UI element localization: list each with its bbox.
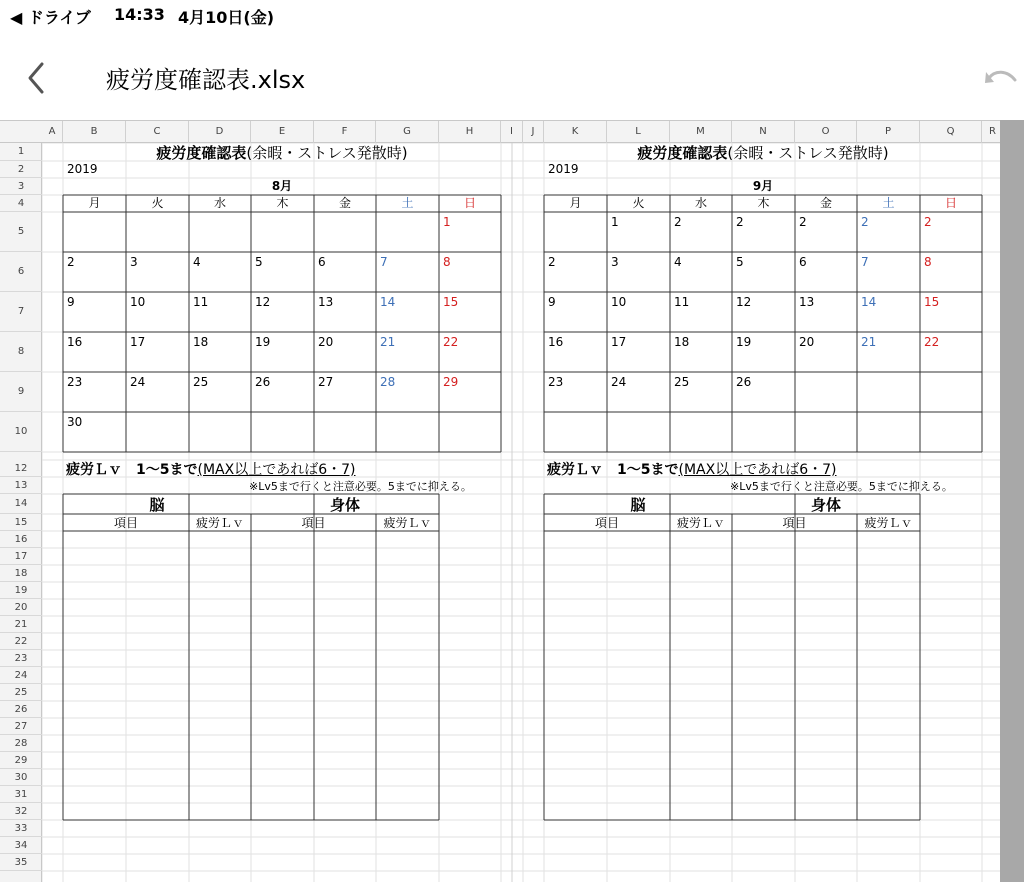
column-header-g[interactable]: G xyxy=(376,121,439,143)
fatigue-level-heading: 疲労Ｌｖ 1〜5まで(MAX以上であれば6・7) xyxy=(547,462,837,478)
calendar-day-cell: 17 xyxy=(611,335,627,349)
month-label: 8月 xyxy=(271,179,293,193)
column-header-bar xyxy=(0,120,1000,143)
weekday-header: 水 xyxy=(213,196,226,210)
column-header-b[interactable]: B xyxy=(63,121,126,143)
weekday-header: 金 xyxy=(819,196,832,210)
calendar-day-cell: 21 xyxy=(861,335,877,349)
row-header-27[interactable]: 27 xyxy=(0,718,42,735)
calendar-day-cell: 13 xyxy=(318,295,334,309)
weekday-header: 日 xyxy=(944,196,957,210)
row-header-34[interactable]: 34 xyxy=(0,837,42,854)
calendar-day-cell: 4 xyxy=(193,255,201,269)
calendar-day-cell: 24 xyxy=(611,375,627,389)
calendar-day-cell: 15 xyxy=(443,295,459,309)
row-header-17[interactable]: 17 xyxy=(0,548,42,565)
brain-header: 脳 xyxy=(630,496,646,514)
calendar-day-cell: 5 xyxy=(736,255,744,269)
calendar-day-cell: 10 xyxy=(130,295,146,309)
row-header-24[interactable]: 24 xyxy=(0,667,42,684)
column-header-k[interactable]: K xyxy=(544,121,607,143)
calendar-day-cell: 20 xyxy=(318,335,334,349)
row-header-28[interactable]: 28 xyxy=(0,735,42,752)
item-column-header: 項目 xyxy=(782,516,807,530)
calendar-day-cell: 24 xyxy=(130,375,146,389)
weekday-header: 火 xyxy=(632,196,645,210)
weekday-header: 土 xyxy=(401,196,414,210)
row-header-9[interactable]: 9 xyxy=(0,372,42,412)
calendar-day-cell: 2 xyxy=(67,255,75,269)
spreadsheet-view[interactable] xyxy=(0,120,1024,882)
calendar-day-cell: 7 xyxy=(380,255,388,269)
status-time: 14:33 xyxy=(114,5,165,24)
row-header-7[interactable]: 7 xyxy=(0,292,42,332)
weekday-header: 月 xyxy=(88,196,101,210)
sheet-title-subtitle: (余暇・ストレス発散時) xyxy=(727,144,889,162)
calendar-day-cell: 2 xyxy=(548,255,556,269)
calendar-day-cell: 25 xyxy=(674,375,690,389)
column-header-d[interactable]: D xyxy=(189,121,251,143)
vertical-scrollbar[interactable] xyxy=(1000,120,1024,882)
calendar-day-cell: 2 xyxy=(799,215,807,229)
calendar-day-cell: 9 xyxy=(548,295,556,309)
fatigue-lv-column-header: 疲労Ｌｖ xyxy=(383,516,432,530)
calendar-day-cell: 20 xyxy=(799,335,815,349)
calendar-day-cell: 11 xyxy=(674,295,690,309)
calendar-day-cell: 2 xyxy=(674,215,682,229)
calendar-day-cell: 3 xyxy=(130,255,138,269)
row-header-16[interactable]: 16 xyxy=(0,531,42,548)
column-header-n[interactable]: N xyxy=(732,121,795,143)
calendar-day-cell: 5 xyxy=(255,255,263,269)
undo-icon xyxy=(983,64,1019,94)
row-header-26[interactable]: 26 xyxy=(0,701,42,718)
calendar-day-cell: 8 xyxy=(443,255,451,269)
calendar-day-cell: 12 xyxy=(736,295,752,309)
row-header-4[interactable]: 4 xyxy=(0,195,42,212)
year-cell: 2019 xyxy=(548,162,579,176)
calendar-day-cell: 1 xyxy=(611,215,619,229)
column-header-a[interactable]: A xyxy=(42,121,63,143)
body-header: 身体 xyxy=(329,496,360,514)
calendar-day-cell: 18 xyxy=(193,335,209,349)
column-header-e[interactable]: E xyxy=(251,121,314,143)
row-header-2[interactable]: 2 xyxy=(0,161,42,178)
calendar-day-cell: 14 xyxy=(380,295,396,309)
row-header-21[interactable]: 21 xyxy=(0,616,42,633)
row-header-18[interactable]: 18 xyxy=(0,565,42,582)
calendar-day-cell: 19 xyxy=(255,335,271,349)
calendar-day-cell: 22 xyxy=(924,335,940,349)
calendar-day-cell: 26 xyxy=(255,375,271,389)
item-column-header: 項目 xyxy=(594,516,619,530)
undo-button[interactable] xyxy=(983,64,1019,94)
row-header-33[interactable]: 33 xyxy=(0,820,42,837)
calendar-day-cell: 2 xyxy=(924,215,932,229)
sheet-title: 疲労度確認表(余暇・ストレス発散時) xyxy=(156,144,408,162)
row-header-31[interactable]: 31 xyxy=(0,786,42,803)
row-header-8[interactable]: 8 xyxy=(0,332,42,372)
fatigue-lv-column-header: 疲労Ｌｖ xyxy=(195,516,244,530)
calendar-day-cell: 21 xyxy=(380,335,396,349)
calendar-day-cell: 28 xyxy=(380,375,396,389)
row-header-6[interactable]: 6 xyxy=(0,252,42,292)
calendar-day-cell: 8 xyxy=(924,255,932,269)
fatigue-lv-column-header: 疲労Ｌｖ xyxy=(676,516,725,530)
row-header-29[interactable]: 29 xyxy=(0,752,42,769)
back-to-app-link[interactable]: ◀ ドライブ xyxy=(10,8,91,27)
calendar-day-cell: 19 xyxy=(736,335,752,349)
calendar-day-cell: 12 xyxy=(255,295,271,309)
fatigue-lv-column-header: 疲労Ｌｖ xyxy=(864,516,913,530)
calendar-day-cell: 6 xyxy=(799,255,807,269)
status-bar xyxy=(0,0,1024,32)
sheet-title-subtitle: (余暇・ストレス発散時) xyxy=(246,144,408,162)
calendar-day-cell: 22 xyxy=(443,335,459,349)
calendar-day-cell: 15 xyxy=(924,295,940,309)
column-header-l[interactable]: L xyxy=(607,121,670,143)
column-header-r[interactable]: R xyxy=(982,121,1004,143)
sheet-grid[interactable] xyxy=(42,143,1000,882)
calendar-day-cell: 2 xyxy=(861,215,869,229)
fatigue-max-note: (MAX以上であれば6・7) xyxy=(197,462,356,478)
calendar-day-cell: 29 xyxy=(443,375,459,389)
sheet-title: 疲労度確認表(余暇・ストレス発散時) xyxy=(637,144,889,162)
month-label: 9月 xyxy=(752,179,774,193)
weekday-header: 土 xyxy=(882,196,895,210)
row-header-22[interactable]: 22 xyxy=(0,633,42,650)
body-header: 身体 xyxy=(810,496,841,514)
column-header-o[interactable]: O xyxy=(795,121,857,143)
calendar-day-cell: 9 xyxy=(67,295,75,309)
calendar-day-cell: 11 xyxy=(193,295,209,309)
document-title: 疲労度確認表.xlsx xyxy=(106,66,306,94)
row-header-13[interactable]: 13 xyxy=(0,477,42,494)
brain-header: 脳 xyxy=(149,496,165,514)
calendar-day-cell: 18 xyxy=(674,335,690,349)
item-column-header: 項目 xyxy=(301,516,326,530)
back-button[interactable] xyxy=(20,58,54,98)
weekday-header: 木 xyxy=(276,196,289,210)
caution-note: ※Lv5まで行くと注意必要。5までに抑える。 xyxy=(249,480,472,493)
row-header-23[interactable]: 23 xyxy=(0,650,42,667)
weekday-header: 火 xyxy=(151,196,164,210)
calendar-day-cell: 13 xyxy=(799,295,815,309)
row-header-5[interactable]: 5 xyxy=(0,212,42,252)
calendar-day-cell: 16 xyxy=(67,335,83,349)
app-header xyxy=(0,32,1024,120)
calendar-day-cell: 25 xyxy=(193,375,209,389)
calendar-day-cell: 23 xyxy=(67,375,83,389)
row-header-12[interactable]: 12 xyxy=(0,460,42,477)
item-column-header: 項目 xyxy=(113,516,138,530)
calendar-day-cell: 2 xyxy=(736,215,744,229)
row-header-20[interactable]: 20 xyxy=(0,599,42,616)
fatigue-level-heading: 疲労Ｌｖ 1〜5まで(MAX以上であれば6・7) xyxy=(66,462,356,478)
row-header-32[interactable]: 32 xyxy=(0,803,42,820)
row-header-35[interactable]: 35 xyxy=(0,854,42,871)
row-header-1[interactable]: 1 xyxy=(0,143,42,161)
calendar-day-cell: 26 xyxy=(736,375,752,389)
calendar-day-cell: 16 xyxy=(548,335,564,349)
calendar-day-cell: 1 xyxy=(443,215,451,229)
calendar-day-cell: 23 xyxy=(548,375,564,389)
year-cell: 2019 xyxy=(67,162,98,176)
weekday-header: 水 xyxy=(694,196,707,210)
column-header-j[interactable]: J xyxy=(523,121,544,143)
row-header-19[interactable]: 19 xyxy=(0,582,42,599)
column-header-c[interactable]: C xyxy=(126,121,189,143)
weekday-header: 日 xyxy=(463,196,476,210)
status-date: 4月10日(金) xyxy=(178,8,275,27)
calendar-day-cell: 17 xyxy=(130,335,146,349)
row-header-15[interactable]: 15 xyxy=(0,514,42,531)
calendar-day-cell: 7 xyxy=(861,255,869,269)
calendar-day-cell: 3 xyxy=(611,255,619,269)
row-header-30[interactable]: 30 xyxy=(0,769,42,786)
calendar-day-cell: 14 xyxy=(861,295,877,309)
calendar-day-cell: 4 xyxy=(674,255,682,269)
caution-note: ※Lv5まで行くと注意必要。5までに抑える。 xyxy=(730,480,953,493)
weekday-header: 月 xyxy=(569,196,582,210)
column-header-h[interactable]: H xyxy=(439,121,501,143)
fatigue-max-note: (MAX以上であれば6・7) xyxy=(678,462,837,478)
column-header-i[interactable]: I xyxy=(501,121,523,143)
row-header-bar xyxy=(0,143,42,882)
column-header-q[interactable]: Q xyxy=(920,121,982,143)
calendar-day-cell: 10 xyxy=(611,295,627,309)
weekday-header: 金 xyxy=(338,196,351,210)
row-header-10[interactable]: 10 xyxy=(0,412,42,452)
chevron-left-icon xyxy=(20,58,54,98)
weekday-header: 木 xyxy=(757,196,770,210)
column-header-p[interactable]: P xyxy=(857,121,920,143)
calendar-day-cell: 30 xyxy=(67,415,83,429)
column-header-f[interactable]: F xyxy=(314,121,376,143)
row-header-25[interactable]: 25 xyxy=(0,684,42,701)
row-header-3[interactable]: 3 xyxy=(0,178,42,195)
column-header-m[interactable]: M xyxy=(670,121,732,143)
calendar-day-cell: 6 xyxy=(318,255,326,269)
row-header-14[interactable]: 14 xyxy=(0,494,42,514)
calendar-day-cell: 27 xyxy=(318,375,334,389)
